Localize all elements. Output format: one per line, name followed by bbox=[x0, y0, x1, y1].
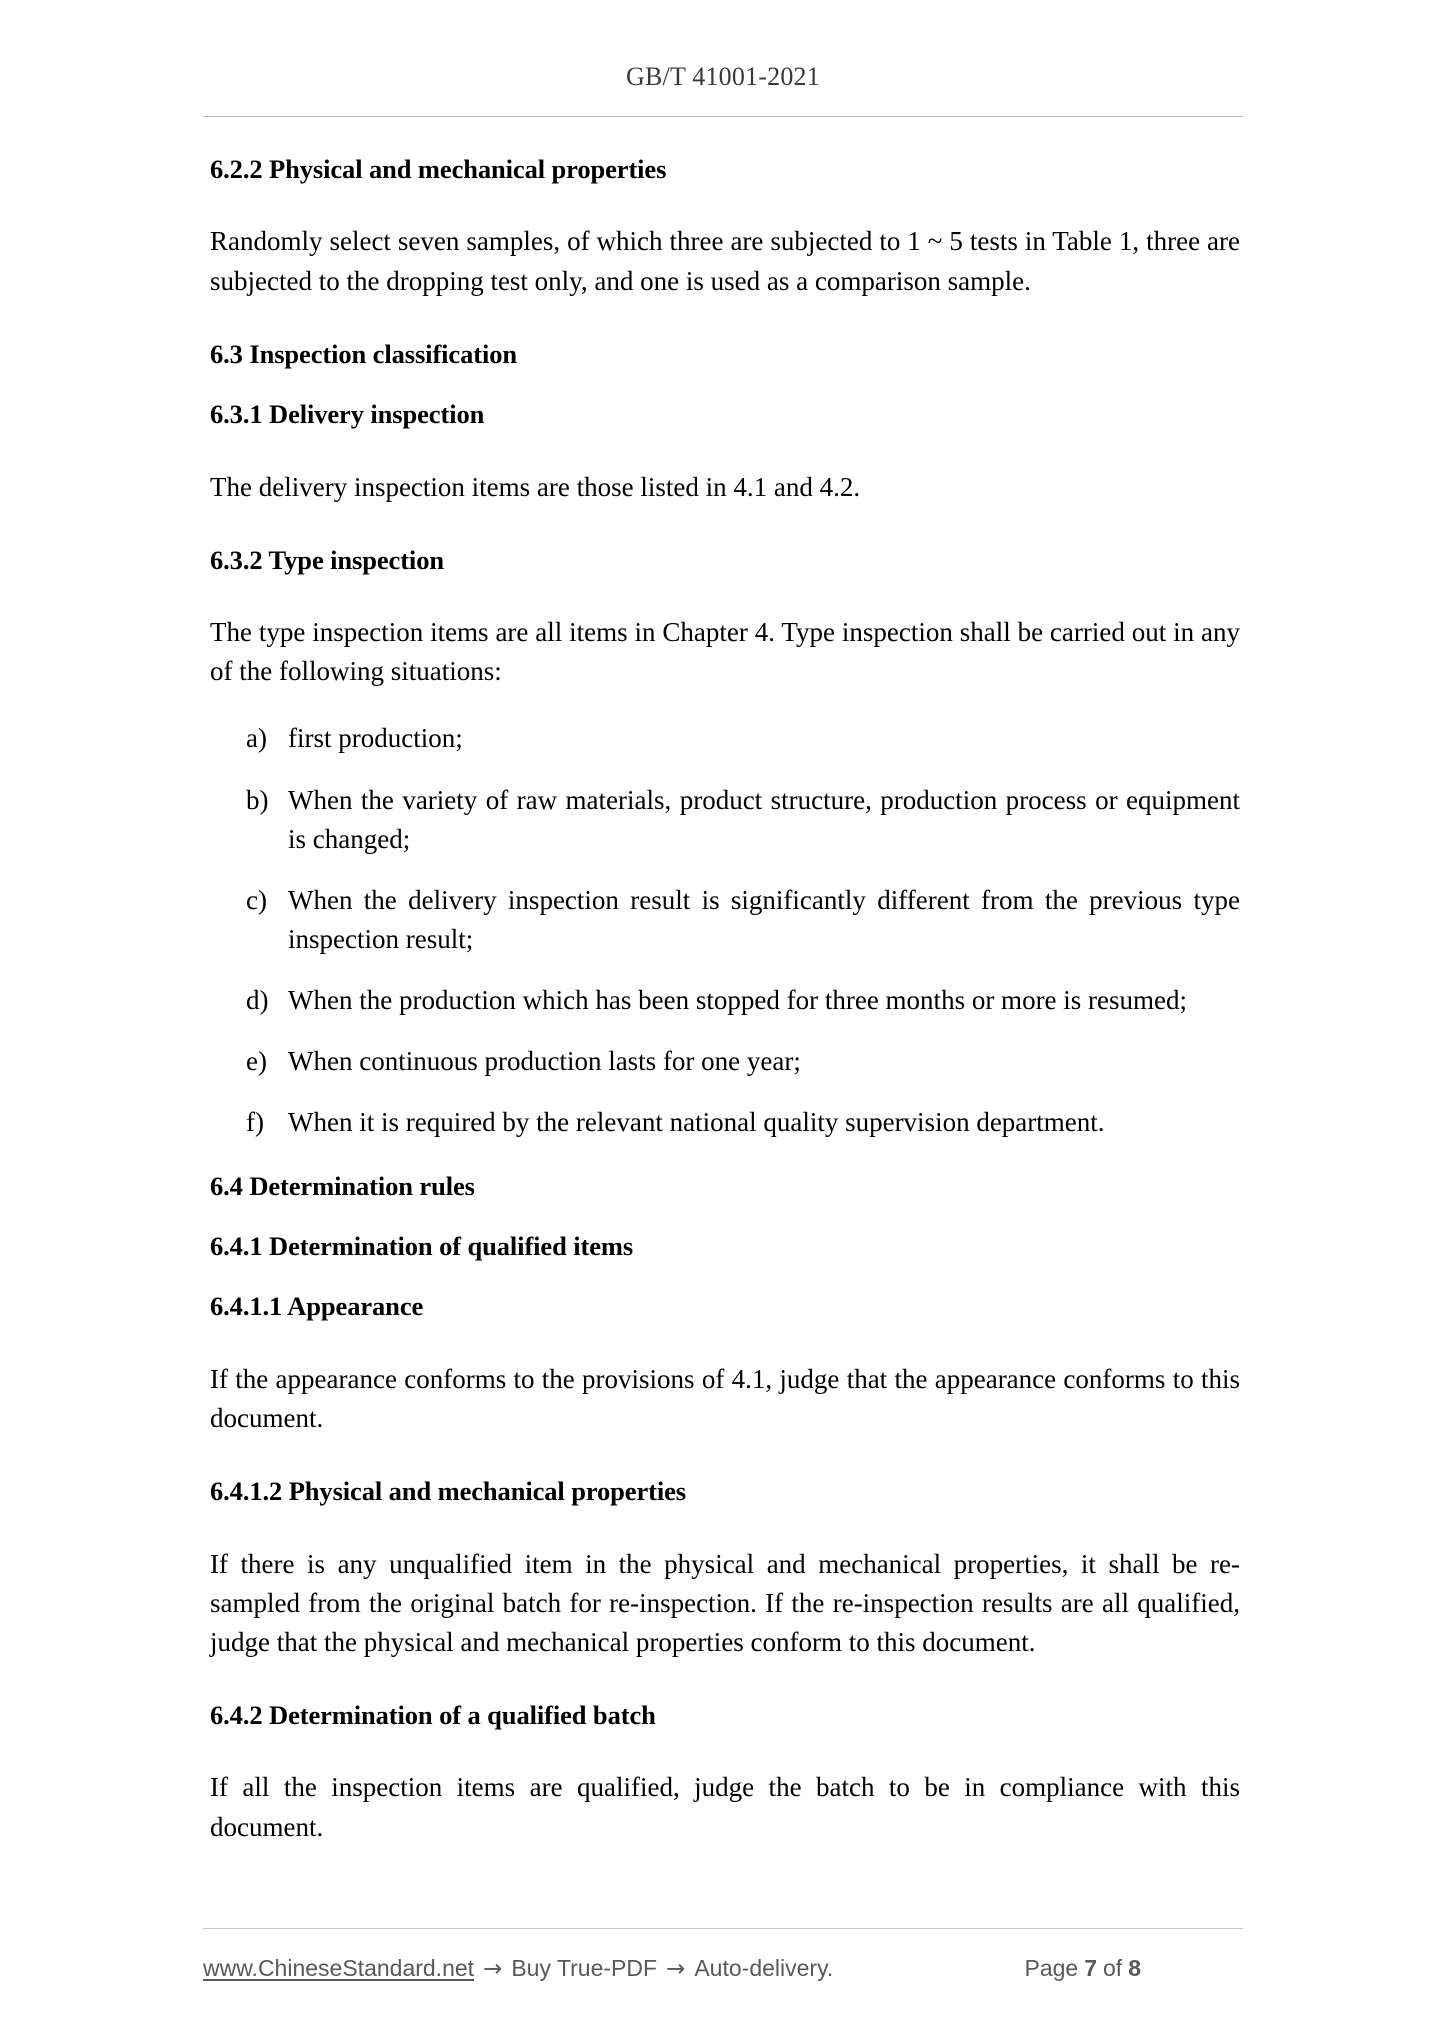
document-content bbox=[210, 152, 1240, 1847]
page-label: Page bbox=[1024, 1955, 1079, 1981]
list-marker: c) bbox=[246, 884, 267, 915]
offer-buy-true-pdf: Buy True-PDF bbox=[511, 1955, 658, 1981]
spacer bbox=[210, 577, 1240, 613]
list-item bbox=[246, 881, 1240, 959]
spacer bbox=[210, 371, 1240, 397]
heading-6-3-2: 6.3.2 Type inspection bbox=[210, 544, 444, 575]
page-total: 8 bbox=[1128, 1955, 1141, 1981]
list-item-text: When the delivery inspection result is significantly different from the previous type inspection result; bbox=[288, 884, 1240, 955]
list-item bbox=[246, 1042, 1240, 1081]
heading-6-3: 6.3 Inspection classification bbox=[210, 338, 518, 369]
spacer bbox=[210, 1509, 1240, 1545]
page-number-indicator bbox=[1025, 1955, 1244, 1982]
paragraph-6-3-1: The delivery inspection items are those listed in 4.1 and 4.2. bbox=[210, 471, 861, 502]
arrow-right-icon: → bbox=[666, 1956, 686, 1982]
spacer bbox=[210, 1662, 1240, 1698]
heading-6-2-2: 6.2.2 Physical and mechanical properties bbox=[210, 154, 667, 184]
spacer bbox=[210, 507, 1240, 543]
paragraph-6-4-2: If all the inspection items are qualified, judge the batch to be in compliance with this document. bbox=[210, 1772, 1240, 1842]
spacer bbox=[210, 1263, 1240, 1289]
spacer bbox=[210, 691, 1240, 719]
heading-6-4: 6.4 Determination rules bbox=[210, 1170, 475, 1201]
list-item-text: When the variety of raw materials, product structure, production process or equipment is changed; bbox=[288, 784, 1240, 854]
spacer bbox=[210, 186, 1240, 222]
heading-6-4-1: 6.4.1 Determination of qualified items bbox=[210, 1231, 634, 1262]
paragraph-6-3-2: The type inspection items are all items in Chapter 4. Type inspection shall be carried out in any of the following situations: bbox=[210, 617, 1240, 687]
list-item bbox=[246, 1103, 1240, 1142]
heading-6-4-2: 6.4.2 Determination of a qualified batch bbox=[210, 1700, 656, 1731]
spacer bbox=[210, 1203, 1240, 1229]
spacer bbox=[210, 301, 1240, 337]
list-item bbox=[246, 719, 1240, 758]
paragraph-6-4-1-1: If the appearance conforms to the provisions of 4.1, judge that the appearance conforms to this document. bbox=[210, 1363, 1240, 1434]
footer-promo bbox=[203, 1955, 833, 1982]
arrow-right-icon: → bbox=[483, 1956, 503, 1982]
spacer bbox=[210, 1324, 1240, 1360]
list-marker: f) bbox=[246, 1107, 264, 1138]
page-current: 7 bbox=[1084, 1955, 1098, 1981]
list-item-text: When the production which has been stopped for three months or more is resumed; bbox=[288, 985, 1188, 1016]
heading-6-3-1: 6.3.1 Delivery inspection bbox=[210, 399, 485, 430]
list-item-text: first production; bbox=[288, 723, 463, 754]
page-header bbox=[203, 62, 1243, 92]
heading-6-4-1-1: 6.4.1.1 Appearance bbox=[210, 1291, 424, 1322]
offer-auto-delivery: Auto-delivery. bbox=[694, 1955, 834, 1981]
spacer bbox=[210, 1143, 1240, 1169]
page-of-label: of bbox=[1103, 1955, 1123, 1981]
list-item bbox=[246, 781, 1240, 859]
spacer bbox=[210, 1438, 1240, 1474]
list-marker: b) bbox=[246, 784, 269, 815]
footer-divider bbox=[203, 1928, 1243, 1929]
list-item bbox=[246, 981, 1240, 1020]
spacer bbox=[210, 1732, 1240, 1768]
header-divider bbox=[203, 116, 1243, 117]
paragraph-6-4-1-2: If there is any unqualified item in the physical and mechanical properties, it shall be re-sampled from the original batch for re-inspection. If the re-inspection results are all qualified, judge that the physical and mechanical properties conform to this document. bbox=[210, 1548, 1240, 1657]
type-inspection-list bbox=[210, 719, 1240, 1142]
page-footer bbox=[203, 1955, 1243, 1982]
spacer bbox=[210, 432, 1240, 468]
list-item-text: When it is required by the relevant national quality supervision department. bbox=[288, 1107, 1105, 1138]
list-marker: e) bbox=[246, 1046, 267, 1077]
standard-number: GB/T 41001-2021 bbox=[626, 62, 820, 91]
list-item-text: When continuous production lasts for one year; bbox=[288, 1046, 801, 1077]
list-marker: a) bbox=[246, 723, 267, 754]
chinesestandard-link[interactable]: www.ChineseStandard.net bbox=[203, 1955, 475, 1981]
paragraph-6-2-2: Randomly select seven samples, of which three are subjected to 1 ~ 5 tests in Table 1, three are subjected to the dropping test only, and one is used as a comparison sample. bbox=[210, 226, 1240, 296]
heading-6-4-1-2: 6.4.1.2 Physical and mechanical properties bbox=[210, 1476, 686, 1507]
list-marker: d) bbox=[246, 985, 269, 1016]
